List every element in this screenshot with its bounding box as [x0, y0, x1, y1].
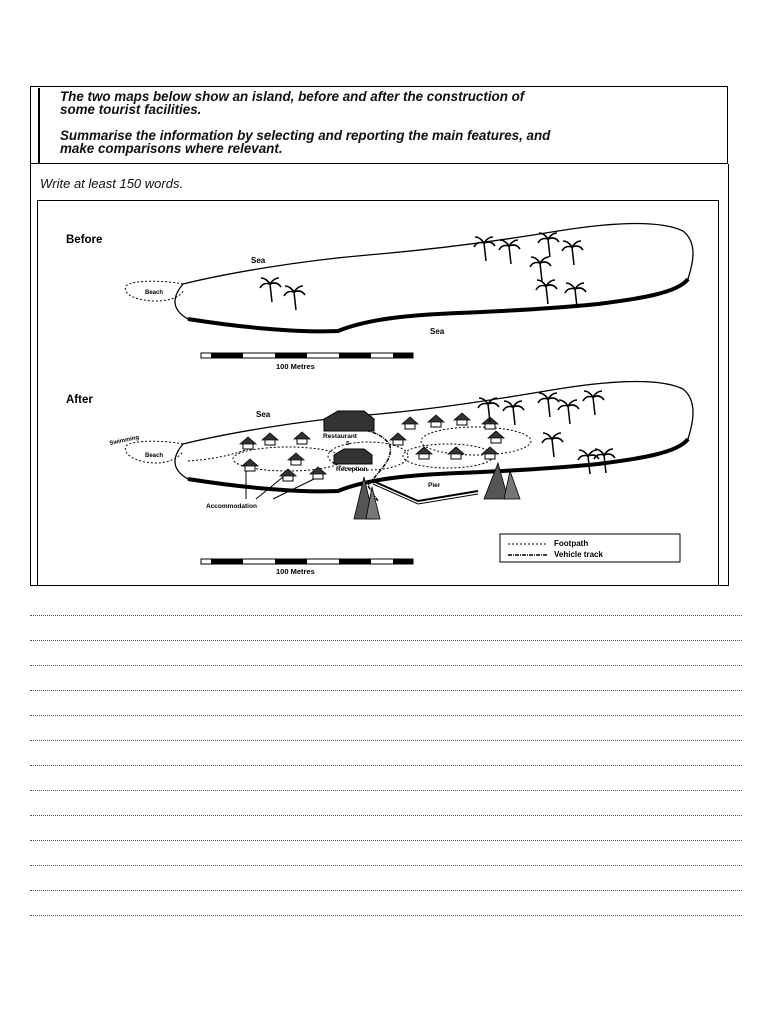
before-beach-label: Beach: [145, 290, 164, 296]
legend-footpath-label: Footpath: [554, 539, 589, 548]
restaurant-building: [324, 411, 374, 431]
pier: [373, 481, 478, 504]
before-sea-bottom-label: Sea: [430, 327, 445, 336]
island-maps-svg: [38, 201, 718, 585]
answer-line[interactable]: [30, 715, 742, 716]
after-sea-label: Sea: [256, 410, 271, 419]
after-swimming-label: Swimming: [109, 434, 140, 447]
legend-vehicle-track-label: Vehicle track: [554, 550, 603, 559]
after-reception-label: Reception: [336, 466, 368, 473]
answer-line[interactable]: [30, 640, 742, 641]
after-restaurant-label: Restaurant: [323, 433, 357, 440]
restaurant-marker: S: [346, 441, 350, 447]
page-frame-left: [30, 164, 31, 586]
answer-line[interactable]: [30, 915, 742, 916]
task-prompt-bar: [38, 88, 40, 164]
answer-line[interactable]: [30, 765, 742, 766]
answer-line[interactable]: [30, 790, 742, 791]
task-line-3: Summarise the information by selecting and reporting the main features, and: [60, 128, 551, 143]
after-scale-bar: [201, 559, 413, 564]
after-scale-label: 100 Metres: [276, 567, 315, 576]
answer-line[interactable]: [30, 890, 742, 891]
after-beach-label: Beach: [145, 453, 164, 459]
answer-line[interactable]: [30, 815, 742, 816]
answer-line[interactable]: [30, 840, 742, 841]
before-scale-label: 100 Metres: [276, 362, 315, 371]
answer-line[interactable]: [30, 865, 742, 866]
task-line-2: some tourist facilities.: [60, 102, 202, 117]
after-title: After: [66, 394, 93, 406]
after-accommodation-label: Accommodation: [206, 503, 257, 510]
answer-line[interactable]: [30, 690, 742, 691]
after-pier-label: Pier: [428, 482, 441, 489]
reception-building: [334, 449, 372, 464]
task-line-4: make comparisons where relevant.: [60, 141, 283, 156]
answer-line[interactable]: [30, 615, 742, 616]
before-sea-top-label: Sea: [251, 256, 266, 265]
word-count-instruction: Write at least 150 words.: [40, 176, 184, 191]
map-figure: [37, 200, 719, 586]
before-title: Before: [66, 234, 103, 246]
before-scale-bar: [201, 353, 413, 358]
answer-line[interactable]: [30, 740, 742, 741]
answer-line[interactable]: [30, 665, 742, 666]
task-line-1: The two maps below show an island, before and after the construction of: [60, 89, 525, 104]
page-frame-right: [728, 164, 729, 586]
